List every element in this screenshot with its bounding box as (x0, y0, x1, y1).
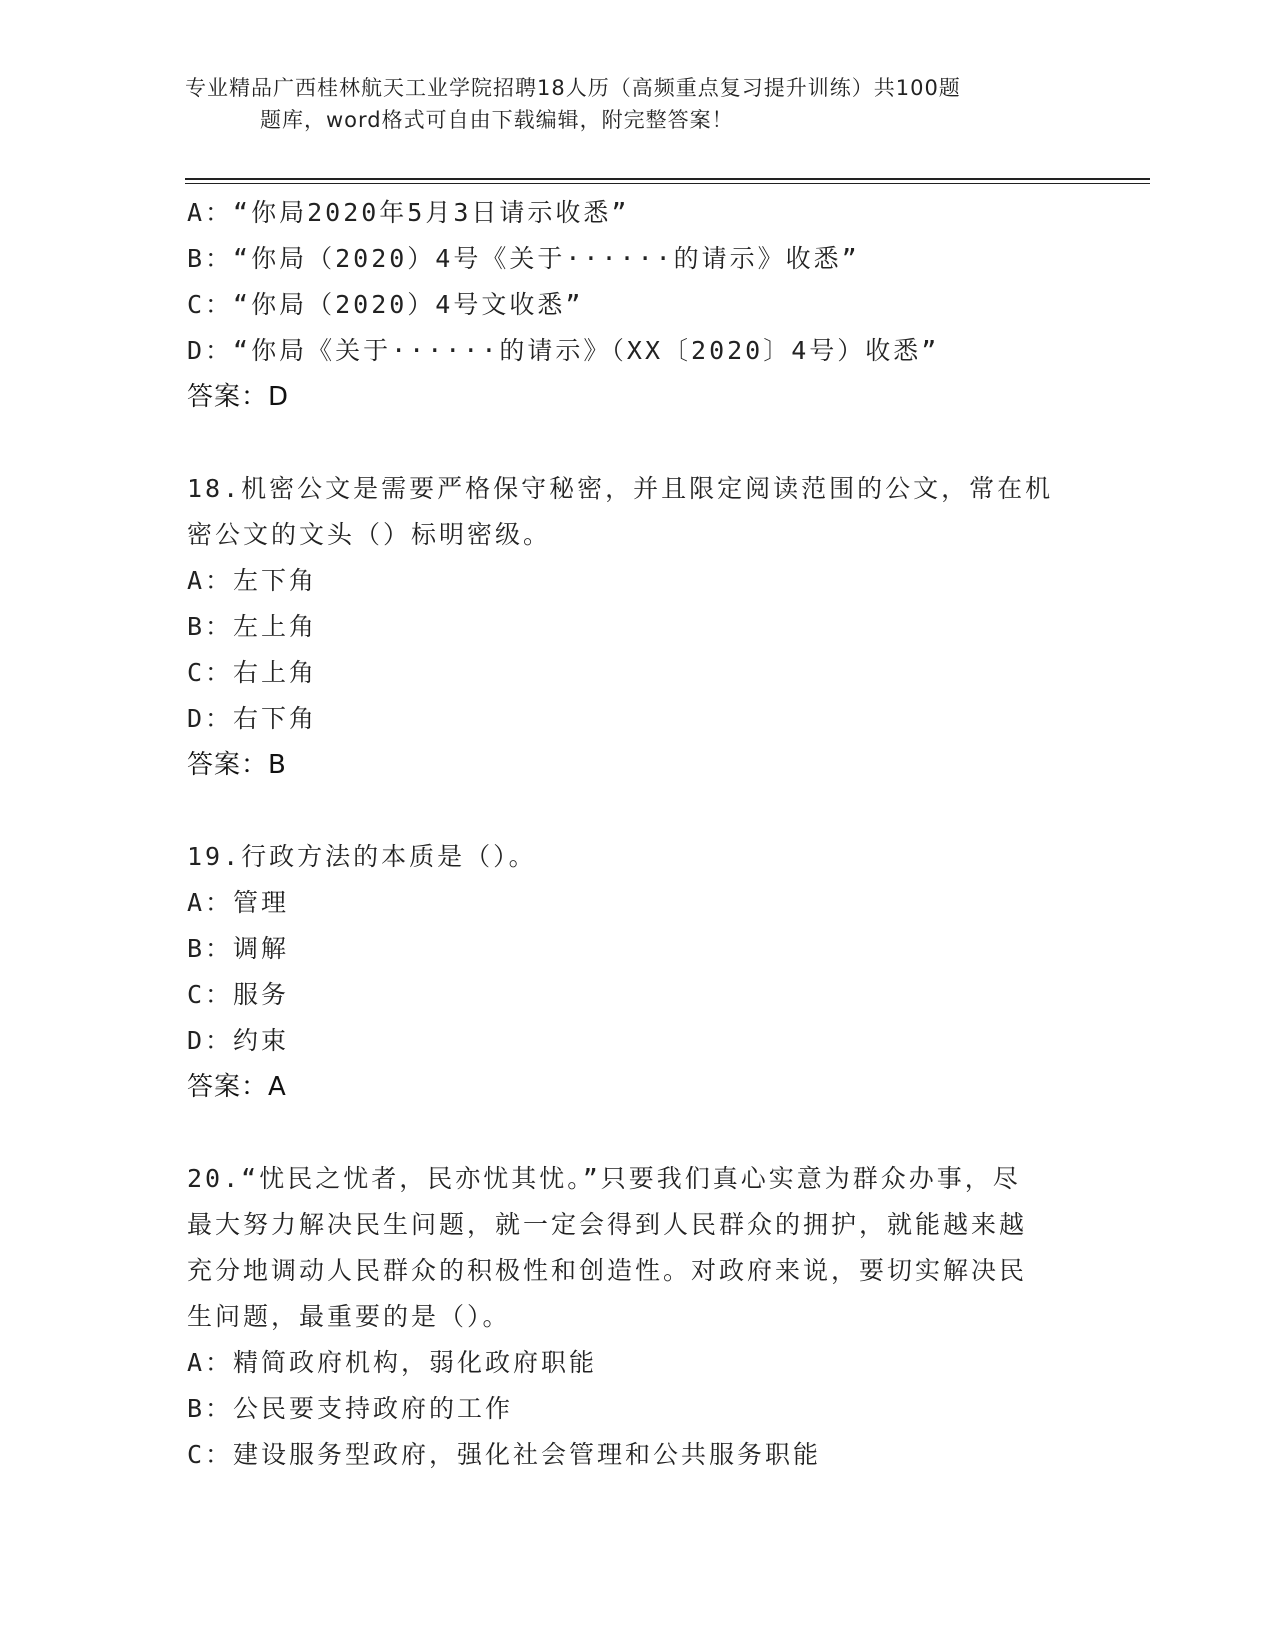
document-header (185, 72, 1065, 136)
option-b: B：左上角 (187, 612, 318, 641)
option-b: B：“你局（2020）4号《关于······的请示》收悉” (187, 244, 860, 273)
header-title-line-1: 专业精品广西桂林航天工业学院招聘18人历（高频重点复习提升训练）共100题 (185, 76, 961, 100)
spacer (187, 1110, 1087, 1156)
question-stem-line: 生问题，最重要的是（）。 (187, 1302, 511, 1331)
option-a: A：“你局2020年5月3日请示收悉” (187, 198, 630, 227)
question-19 (187, 834, 1087, 1110)
option-a: A：左下角 (187, 566, 318, 595)
option-b: B：调解 (187, 934, 290, 963)
answer-label: 答案：D (187, 382, 290, 412)
question-18 (187, 466, 1087, 788)
option-a: A：精简政府机构，弱化政府职能 (187, 1348, 598, 1377)
option-d: D：右下角 (187, 704, 318, 733)
header-title-line-2: 题库，word格式可自由下载编辑，附完整答案！ (260, 108, 734, 132)
option-d: D：“你局《关于······的请示》（XX〔2020〕4号）收悉” (187, 336, 940, 365)
question-stem-line: 充分地调动人民群众的积极性和创造性。对政府来说，要切实解决民 (187, 1256, 1028, 1285)
header-rule-thin (185, 183, 1150, 184)
answer-label: 答案：A (187, 1072, 287, 1102)
option-a: A：管理 (187, 888, 290, 917)
question-stem-line: 18.机密公文是需要严格保守秘密，并且限定阅读范围的公文，常在机 (187, 474, 1054, 503)
option-c: C：“你局（2020）4号文收悉” (187, 290, 584, 319)
option-c: C：建设服务型政府，强化社会管理和公共服务职能 (187, 1440, 822, 1469)
option-b: B：公民要支持政府的工作 (187, 1394, 514, 1423)
spacer (187, 420, 1087, 466)
option-c: C：右上角 (187, 658, 318, 687)
option-d: D：约束 (187, 1026, 290, 1055)
question-content (187, 190, 1087, 1478)
question-17 (187, 190, 1087, 420)
answer-label: 答案：B (187, 750, 287, 780)
question-20 (187, 1156, 1087, 1478)
header-rule-thick (185, 178, 1150, 180)
option-c: C：服务 (187, 980, 290, 1009)
question-stem-line: 20.“忧民之忧者，民亦忧其忧。”只要我们真心实意为群众办事，尽 (187, 1164, 1021, 1193)
question-stem-line: 最大努力解决民生问题，就一定会得到人民群众的拥护，就能越来越 (187, 1210, 1028, 1239)
question-stem-line: 密公文的文头（）标明密级。 (187, 520, 552, 549)
spacer (187, 788, 1087, 834)
question-stem-line: 19.行政方法的本质是（）。 (187, 842, 537, 871)
